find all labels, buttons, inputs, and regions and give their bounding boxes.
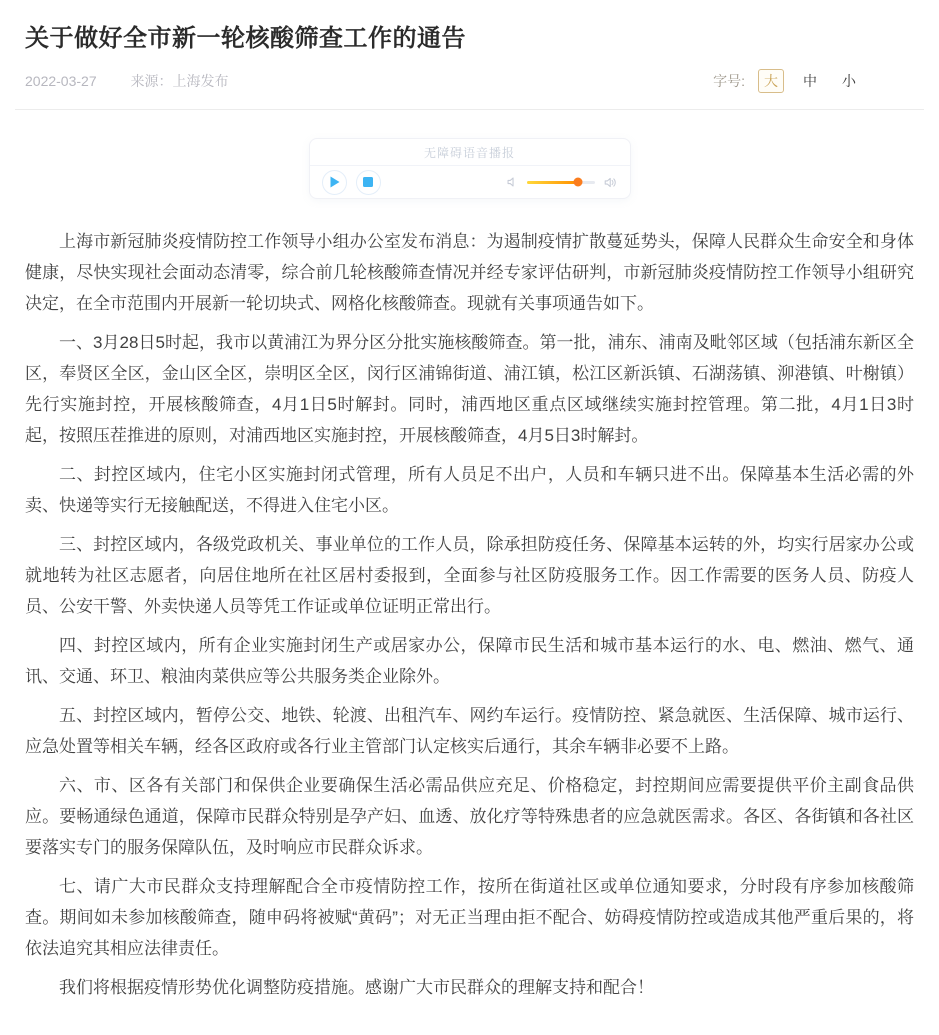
- volume-slider[interactable]: [527, 181, 595, 184]
- article-body: [25, 226, 914, 1035]
- publish-date: 2022-03-27: [25, 73, 97, 89]
- volume-fill: [527, 181, 578, 184]
- play-button[interactable]: [322, 170, 347, 195]
- speaker-low-icon: [505, 175, 519, 189]
- paragraph-closing: 我们将根据疫情形势优化调整防疫措施。感谢广大市民群众的理解支持和配合！: [59, 978, 654, 997]
- font-size-selector: [713, 69, 862, 93]
- paragraph-intro: 上海市新冠肺炎疫情防控工作领导小组办公室发布消息：为遏制疫情扩散蔓延势头，保障人民群众生命安全和身体健康，尽快实现社会面动态清零，综合前几轮核酸筛查情况并经专家评估研判，市新冠肺炎疫情防控工作领导小组研究决定，在全市范围内开展新一轮切块式、网格化核酸筛查。现就有关事项通告如下。: [25, 232, 914, 313]
- paragraph-item-4: 四、封控区域内，所有企业实施封闭生产或居家办公，保障市民生活和城市基本运行的水、电、燃油、燃气、通讯、交通、环卫、粮油肉菜供应等公共服务类企业除外。: [25, 636, 914, 686]
- paragraph-item-6: 六、市、区各有关部门和保供企业要确保生活必需品供应充足、价格稳定，封控期间应需要提供平价主副食品供应。要畅通绿色通道，保障市民群众特别是孕产妇、血透、放化疗等特殊患者的应急就医需求。各区、各街镇和各社区要落实专门的服务保障队伍，及时响应市民群众诉求。: [25, 776, 914, 857]
- audio-player-title: 无障碍语音播报: [310, 139, 630, 166]
- meta-row: [25, 69, 914, 93]
- paragraph-item-2: 二、封控区域内，住宅小区实施封闭式管理，所有人员足不出户，人员和车辆只进不出。保障基本生活必需的外卖、快递等实行无接触配送，不得进入住宅小区。: [25, 465, 914, 515]
- article-header: [25, 18, 914, 110]
- play-icon: [329, 176, 340, 188]
- notice-page: [0, 18, 939, 1035]
- font-size-medium-button[interactable]: 中: [797, 69, 823, 93]
- paragraph-item-1: 一、3月28日5时起，我市以黄浦江为界分区分批实施核酸筛查。第一批，浦东、浦南及毗邻区域（包括浦东新区全区，奉贤区全区，金山区全区，崇明区全区，闵行区浦锦街道、浦江镇，松江区新浜镇、石湖荡镇、泖港镇、叶榭镇）先行实施封控，开展核酸筛查，4月1日5时解封。同时，浦西地区重点区域继续实施封控管理。第二批，4月1日3时起，按照压茬推进的原则，对浦西地区实施封控，开展核酸筛查，4月5日3时解封。: [25, 333, 914, 445]
- font-size-label: 字号:: [713, 73, 745, 89]
- paragraph-item-3: 三、封控区域内，各级党政机关、事业单位的工作人员，除承担防疫任务、保障基本运转的外，均实行居家办公或就地转为社区志愿者，向居住地所在社区居村委报到，全面参与社区防疫服务工作。因工作需要的医务人员、防疫人员、公安干警、外卖快递人员等凭工作证或单位证明正常出行。: [25, 535, 914, 616]
- source-label: 来源：: [130, 73, 173, 89]
- source-name: 上海发布: [172, 73, 229, 89]
- paragraph-item-7: 七、请广大市民群众支持理解配合全市疫情防控工作，按所在街道社区或单位通知要求，分时段有序参加核酸筛查。期间如未参加核酸筛查，随申码将被赋“黄码”；对无正当理由拒不配合、妨碍疫情防控或造成其他严重后果的，将依法追究其相应法律责任。: [25, 877, 914, 958]
- speaker-high-icon: [603, 175, 618, 190]
- audio-player: [309, 138, 631, 199]
- page-title: 关于做好全市新一轮核酸筛查工作的通告: [25, 25, 466, 52]
- header-divider: [15, 109, 924, 110]
- volume-thumb[interactable]: [573, 178, 582, 187]
- source: [131, 73, 229, 89]
- stop-icon: [363, 177, 373, 187]
- audio-player-controls: [310, 166, 630, 198]
- font-size-small-button[interactable]: 小: [836, 69, 862, 93]
- article-meta: [25, 71, 229, 91]
- stop-button[interactable]: [356, 170, 381, 195]
- font-size-large-button[interactable]: 大: [758, 69, 784, 93]
- volume-control: [505, 175, 618, 190]
- paragraph-item-5: 五、封控区域内，暂停公交、地铁、轮渡、出租汽车、网约车运行。疫情防控、紧急就医、生活保障、城市运行、应急处置等相关车辆，经各区政府或各行业主管部门认定核实后通行，其余车辆非必要不上路。: [25, 706, 914, 756]
